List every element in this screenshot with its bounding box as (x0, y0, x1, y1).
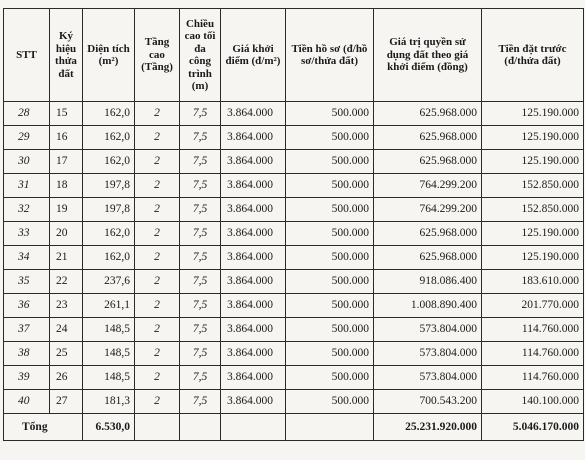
cell-starting-price: 3.864.000 (221, 318, 286, 342)
cell-dossier-fee: 500.000 (286, 294, 374, 318)
cell-max-height: 7,5 (180, 198, 221, 222)
cell-deposit: 152.850.000 (482, 174, 584, 198)
cell-plot-code: 16 (50, 126, 83, 150)
cell-plot-code: 21 (50, 246, 83, 270)
total-empty-cell (135, 414, 180, 441)
cell-land-value: 625.968.000 (374, 222, 482, 246)
cell-stt: 38 (4, 342, 50, 366)
cell-floors: 2 (135, 270, 180, 294)
cell-land-value: 918.086.400 (374, 270, 482, 294)
cell-max-height: 7,5 (180, 246, 221, 270)
cell-stt: 37 (4, 318, 50, 342)
cell-land-value: 625.968.000 (374, 126, 482, 150)
table-row (4, 366, 584, 390)
cell-stt: 35 (4, 270, 50, 294)
cell-deposit: 125.190.000 (482, 246, 584, 270)
cell-deposit: 114.760.000 (482, 366, 584, 390)
cell-plot-code: 24 (50, 318, 83, 342)
cell-deposit: 201.770.000 (482, 294, 584, 318)
total-row (4, 414, 584, 441)
cell-stt: 40 (4, 390, 50, 414)
cell-land-value: 625.968.000 (374, 246, 482, 270)
cell-max-height: 7,5 (180, 390, 221, 414)
cell-dossier-fee: 500.000 (286, 366, 374, 390)
table-row (4, 102, 584, 126)
cell-area: 197,8 (83, 198, 135, 222)
cell-deposit: 152.850.000 (482, 198, 584, 222)
total-empty-cell (180, 414, 221, 441)
total-empty-cell (286, 414, 374, 441)
cell-area: 197,8 (83, 174, 135, 198)
cell-starting-price: 3.864.000 (221, 294, 286, 318)
table-row (4, 390, 584, 414)
total-land-value: 25.231.920.000 (374, 414, 482, 441)
cell-deposit: 125.190.000 (482, 102, 584, 126)
header-row (4, 9, 584, 102)
cell-stt: 32 (4, 198, 50, 222)
cell-stt: 33 (4, 222, 50, 246)
cell-stt: 29 (4, 126, 50, 150)
cell-deposit: 125.190.000 (482, 126, 584, 150)
cell-dossier-fee: 500.000 (286, 270, 374, 294)
total-label: Tổng (4, 414, 83, 441)
cell-starting-price: 3.864.000 (221, 246, 286, 270)
cell-floors: 2 (135, 342, 180, 366)
cell-stt: 39 (4, 366, 50, 390)
cell-area: 237,6 (83, 270, 135, 294)
cell-plot-code: 17 (50, 150, 83, 174)
header-max-height: Chiều cao tối đa công trình (m) (180, 9, 221, 102)
cell-stt: 28 (4, 102, 50, 126)
cell-area: 162,0 (83, 246, 135, 270)
cell-deposit: 114.760.000 (482, 318, 584, 342)
cell-area: 162,0 (83, 150, 135, 174)
cell-floors: 2 (135, 390, 180, 414)
table-row (4, 294, 584, 318)
cell-plot-code: 23 (50, 294, 83, 318)
table-row (4, 342, 584, 366)
table-row (4, 222, 584, 246)
cell-deposit: 114.760.000 (482, 342, 584, 366)
table-row (4, 318, 584, 342)
cell-floors: 2 (135, 126, 180, 150)
cell-plot-code: 26 (50, 366, 83, 390)
cell-dossier-fee: 500.000 (286, 198, 374, 222)
cell-max-height: 7,5 (180, 366, 221, 390)
cell-dossier-fee: 500.000 (286, 246, 374, 270)
cell-land-value: 1.008.890.400 (374, 294, 482, 318)
header-dossier-fee: Tiền hồ sơ (đ/hồ sơ/thửa đất) (286, 9, 374, 102)
header-stt: STT (4, 9, 50, 102)
table-row (4, 246, 584, 270)
cell-plot-code: 27 (50, 390, 83, 414)
cell-starting-price: 3.864.000 (221, 174, 286, 198)
cell-stt: 31 (4, 174, 50, 198)
cell-floors: 2 (135, 198, 180, 222)
cell-floors: 2 (135, 222, 180, 246)
cell-land-value: 625.968.000 (374, 102, 482, 126)
cell-deposit: 125.190.000 (482, 222, 584, 246)
cell-max-height: 7,5 (180, 222, 221, 246)
cell-dossier-fee: 500.000 (286, 222, 374, 246)
cell-area: 148,5 (83, 366, 135, 390)
cell-starting-price: 3.864.000 (221, 126, 286, 150)
cell-floors: 2 (135, 318, 180, 342)
cell-max-height: 7,5 (180, 150, 221, 174)
cell-starting-price: 3.864.000 (221, 222, 286, 246)
cell-deposit: 125.190.000 (482, 150, 584, 174)
cell-land-value: 700.543.200 (374, 390, 482, 414)
cell-max-height: 7,5 (180, 318, 221, 342)
table-row (4, 270, 584, 294)
cell-plot-code: 22 (50, 270, 83, 294)
cell-dossier-fee: 500.000 (286, 102, 374, 126)
cell-plot-code: 18 (50, 174, 83, 198)
cell-land-value: 573.804.000 (374, 342, 482, 366)
cell-land-value: 764.299.200 (374, 174, 482, 198)
cell-area: 148,5 (83, 318, 135, 342)
cell-area: 162,0 (83, 102, 135, 126)
header-plot-code: Ký hiệu thửa đất (50, 9, 83, 102)
cell-land-value: 625.968.000 (374, 150, 482, 174)
cell-plot-code: 15 (50, 102, 83, 126)
cell-floors: 2 (135, 150, 180, 174)
header-land-value: Giá trị quyền sử dụng đất theo giá khởi điểm (đồng) (374, 9, 482, 102)
cell-land-value: 764.299.200 (374, 198, 482, 222)
cell-deposit: 140.100.000 (482, 390, 584, 414)
total-empty-cell (221, 414, 286, 441)
cell-starting-price: 3.864.000 (221, 270, 286, 294)
cell-starting-price: 3.864.000 (221, 150, 286, 174)
cell-starting-price: 3.864.000 (221, 366, 286, 390)
cell-stt: 30 (4, 150, 50, 174)
cell-floors: 2 (135, 174, 180, 198)
cell-dossier-fee: 500.000 (286, 174, 374, 198)
cell-stt: 36 (4, 294, 50, 318)
total-deposit: 5.046.170.000 (482, 414, 584, 441)
cell-starting-price: 3.864.000 (221, 102, 286, 126)
cell-stt: 34 (4, 246, 50, 270)
cell-dossier-fee: 500.000 (286, 318, 374, 342)
cell-plot-code: 19 (50, 198, 83, 222)
header-deposit: Tiền đặt trước (đ/thửa đất) (482, 9, 584, 102)
cell-max-height: 7,5 (180, 294, 221, 318)
land-plot-table (3, 8, 584, 441)
cell-floors: 2 (135, 294, 180, 318)
cell-area: 162,0 (83, 222, 135, 246)
cell-area: 162,0 (83, 126, 135, 150)
cell-dossier-fee: 500.000 (286, 126, 374, 150)
cell-dossier-fee: 500.000 (286, 150, 374, 174)
cell-starting-price: 3.864.000 (221, 198, 286, 222)
header-starting-price: Giá khởi điểm (đ/m²) (221, 9, 286, 102)
cell-max-height: 7,5 (180, 270, 221, 294)
header-floors: Tầng cao (Tầng) (135, 9, 180, 102)
cell-plot-code: 20 (50, 222, 83, 246)
cell-floors: 2 (135, 366, 180, 390)
cell-land-value: 573.804.000 (374, 366, 482, 390)
cell-area: 181,3 (83, 390, 135, 414)
cell-floors: 2 (135, 246, 180, 270)
cell-max-height: 7,5 (180, 102, 221, 126)
cell-max-height: 7,5 (180, 126, 221, 150)
cell-dossier-fee: 500.000 (286, 390, 374, 414)
cell-dossier-fee: 500.000 (286, 342, 374, 366)
cell-starting-price: 3.864.000 (221, 342, 286, 366)
total-area: 6.530,0 (83, 414, 135, 441)
table-row (4, 174, 584, 198)
cell-area: 261,1 (83, 294, 135, 318)
cell-plot-code: 25 (50, 342, 83, 366)
cell-deposit: 183.610.000 (482, 270, 584, 294)
cell-starting-price: 3.864.000 (221, 390, 286, 414)
cell-max-height: 7,5 (180, 174, 221, 198)
cell-max-height: 7,5 (180, 342, 221, 366)
table-row (4, 150, 584, 174)
table-row (4, 126, 584, 150)
cell-floors: 2 (135, 102, 180, 126)
cell-area: 148,5 (83, 342, 135, 366)
table-row (4, 198, 584, 222)
header-area: Diện tích (m²) (83, 9, 135, 102)
cell-land-value: 573.804.000 (374, 318, 482, 342)
